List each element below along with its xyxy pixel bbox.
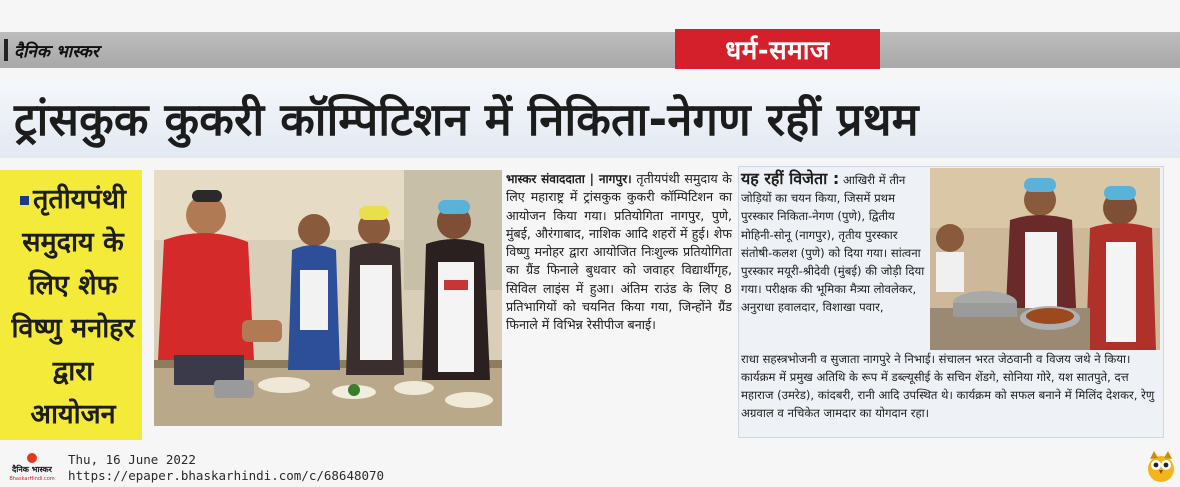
- headline: ट्रांसकुक कुकरी कॉम्पिटिशन में निकिता-नेगण रहीं प्रथम: [14, 93, 919, 146]
- winners-continued: राधा सहस्त्रभोजनी व सुजाता नागपुरे ने निभाई। संचालन भरत जेठवानी व विजय जथे ने किया। कार्यक्रम में प्रमुख अतिथि के रूप में डब्ल्यूसीई के सचिन शेंडगे, सोनिया गोरे, यश सातपुते, दत्त महाराज (उमरेड), कांदबरी, रानी आदि उपस्थित थे। कार्यक्रम को सफल बनाने में मिलिंद देशकर, रेणु अग्रवाल व नचिकेत जामदार का योगदान रहा।: [741, 352, 1155, 420]
- article-body: [506, 170, 732, 335]
- winners-column: [741, 170, 929, 317]
- footer-url[interactable]: https://epaper.bhaskarhindi.com/c/68648070: [68, 468, 385, 483]
- brand-bar: [4, 39, 8, 61]
- footer-logo-sub: BhaskarHindi.com: [9, 476, 55, 482]
- bhaskar-logo-icon: [4, 452, 60, 482]
- section-label: धर्म-समाज: [675, 29, 880, 69]
- photo-chef-contestants: [154, 170, 502, 426]
- bullet-icon: [20, 196, 29, 205]
- winners-text: आखिरी में तीन जोड़ियों का चयन किया, जिसमें प्रथम पुरस्कार निकिता-नेगण (पुणे), द्वितीय मोहिनी-सोनू (नागपुर), तृतीय पुरस्कार संतोषी-कलश (पुणे) को दिया गया। सांत्वना पुरस्कार मयूरी-श्रीदेवी (मुंबई) की जोड़ी दिया गया। परीक्षक की भूमिका मैत्र्या लोवलेकर, अनुराधा हवालदार, विशाखा पवार,: [741, 173, 925, 315]
- footer-logo: [4, 452, 60, 482]
- owl-icon[interactable]: [1146, 449, 1176, 483]
- brand-name: दैनिक भास्कर: [14, 41, 99, 62]
- photo-contestants-cooking-image: [930, 168, 1160, 350]
- masthead-brand: [4, 36, 99, 64]
- photo-chef-contestants-image: [154, 170, 502, 426]
- sidebar-text: तृतीयपंथी समुदाय के लिए शेफ विष्णु मनोहर द्वारा आयोजन: [11, 184, 135, 430]
- article-text: तृतीयपंथी समुदाय के लिए महाराष्ट्र में ट्रांसकुक कुकरी कॉम्पिटिशन का आयोजन किया गया। प्रतियोगिता नागपुर, पुणे, मुंबई, औरंगाबाद, नाशिक आदि शहरों में हुई। शेफ विष्णु मनोहर द्वारा आयोजित निःशुल्क प्रतियोगिता का ग्रैंड फिनाले बुधवार को जवाहर विद्यार्थीगृह, सिविल लाइंस में हुआ। अंतिम राउंड के लिए 8 प्रतिभागियों को चयनित किया गया, जिन्होंने ग्रैंड फिनाले में विभिन्न रेसीपीज बनाई।: [506, 171, 732, 333]
- footer-date: Thu, 16 June 2022: [68, 452, 196, 467]
- footer-logo-text: दैनिक भास्कर: [12, 465, 52, 474]
- masthead-band: [0, 32, 1180, 68]
- owl-icon-image: [1146, 449, 1176, 483]
- photo-contestants-cooking: [930, 168, 1160, 350]
- article-byline: भास्कर संवाददाता | नागपुर।: [506, 172, 632, 186]
- sidebar-text-wrap: [8, 178, 138, 436]
- winners-heading: यह रहीं विजेता :: [741, 169, 840, 188]
